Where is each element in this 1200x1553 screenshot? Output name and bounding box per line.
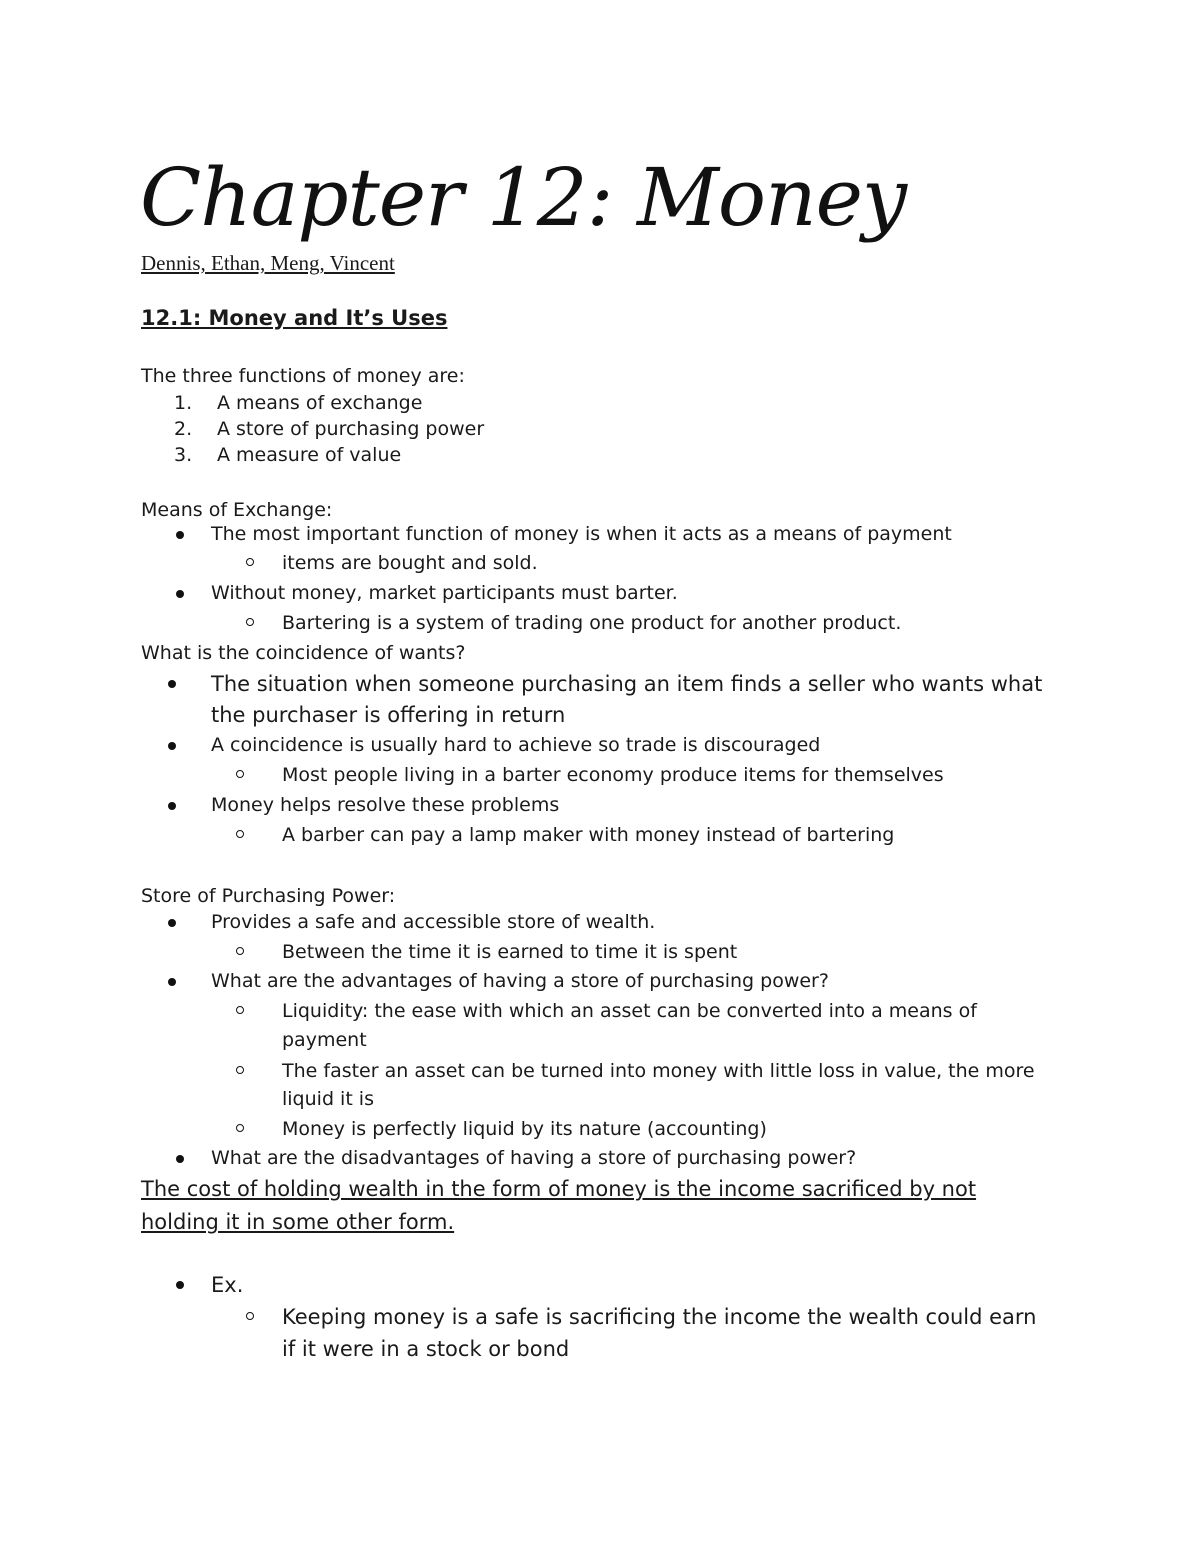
store-sub-2c: Money is perfectly liquid by its nature (accounting): [282, 1118, 767, 1140]
store-bullet-2: What are the advantages of having a store of purchasing power?: [211, 970, 829, 992]
function-item-3: A measure of value: [217, 444, 402, 466]
coincidence-bullet-1-line1: The situation when someone purchasing an item finds a seller who wants what: [211, 672, 1043, 696]
bullet-dot: [176, 531, 184, 539]
coincidence-sub-3: A barber can pay a lamp maker with money instead of bartering: [282, 824, 895, 846]
coincidence-bullet-3: Money helps resolve these problems: [211, 794, 560, 816]
document-title: Chapter 12: Money: [140, 151, 907, 244]
underlined-note-line1: The cost of holding wealth in the form of money is the income sacrificed by not: [141, 1177, 977, 1201]
bullet-dot: [176, 1281, 184, 1289]
list-number-3: 3.: [174, 444, 193, 466]
coincidence-bullet-2: A coincidence is usually hard to achieve so trade is discouraged: [211, 734, 821, 756]
coincidence-sub-2: Most people living in a barter economy produce items for themselves: [282, 764, 944, 786]
means-sub-2: Bartering is a system of trading one product for another product.: [282, 612, 902, 634]
store-sub-2a-line2: payment: [282, 1029, 367, 1051]
bullet-circle: [236, 947, 244, 955]
function-item-1: A means of exchange: [217, 392, 423, 414]
store-heading: Store of Purchasing Power:: [141, 885, 396, 907]
means-sub-1: items are bought and sold.: [282, 552, 538, 574]
store-bullet-1: Provides a safe and accessible store of wealth.: [211, 911, 656, 933]
list-number-1: 1.: [174, 392, 193, 414]
intro-text: The three functions of money are:: [141, 365, 465, 387]
bullet-dot: [168, 919, 176, 927]
means-bullet-1: The most important function of money is when it acts as a means of payment: [211, 523, 952, 545]
bullet-circle: [236, 1006, 244, 1014]
example-sub-line1: Keeping money is a safe is sacrificing the income the wealth could earn: [282, 1305, 1037, 1329]
bullet-circle: [236, 1124, 244, 1132]
coincidence-heading: What is the coincidence of wants?: [141, 642, 466, 664]
bullet-dot: [168, 680, 176, 688]
authors-line: Dennis, Ethan, Meng, Vincent: [141, 251, 395, 275]
bullet-dot: [168, 742, 176, 750]
means-heading: Means of Exchange:: [141, 499, 333, 521]
underlined-note-line2: holding it in some other form.: [141, 1210, 455, 1234]
function-item-2: A store of purchasing power: [217, 418, 485, 440]
section-heading: 12.1: Money and It’s Uses: [141, 306, 448, 330]
example-sub-line2: if it were in a stock or bond: [282, 1337, 570, 1361]
means-bullet-2: Without money, market participants must barter.: [211, 582, 678, 604]
bullet-circle: [246, 618, 254, 626]
store-sub-2a-line1: Liquidity: the ease with which an asset can be converted into a means of: [282, 1000, 977, 1022]
list-number-2: 2.: [174, 418, 193, 440]
bullet-dot: [168, 802, 176, 810]
bullet-circle: [236, 770, 244, 778]
coincidence-bullet-1-line2: the purchaser is offering in return: [211, 703, 566, 727]
store-sub-2b-line2: liquid it is: [282, 1088, 374, 1110]
bullet-dot: [168, 978, 176, 986]
bullet-circle: [246, 558, 254, 566]
bullet-dot: [176, 590, 184, 598]
store-sub-2b-line1: The faster an asset can be turned into money with little loss in value, the more: [282, 1060, 1035, 1082]
bullet-circle: [236, 1066, 244, 1074]
store-bullet-3: What are the disadvantages of having a store of purchasing power?: [211, 1147, 857, 1169]
bullet-circle: [236, 830, 244, 838]
bullet-dot: [176, 1155, 184, 1163]
example-bullet: Ex.: [211, 1273, 244, 1297]
store-sub-1: Between the time it is earned to time it is spent: [282, 941, 738, 963]
bullet-circle: [246, 1312, 254, 1320]
